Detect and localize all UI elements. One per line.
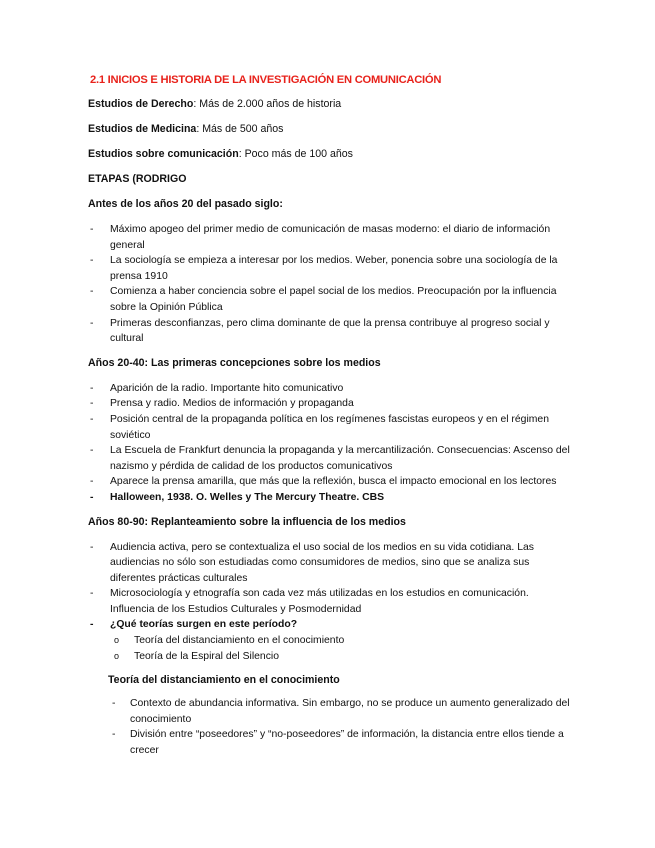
theory-item	[110, 649, 575, 665]
subsection-list	[108, 696, 575, 758]
circle-bullet: o	[114, 635, 120, 646]
dash-bullet: -	[90, 255, 94, 267]
list-item-text: Posición central de la propaganda política en los regímenes fascistas europeos y en el régimen soviético	[110, 413, 549, 441]
list-item	[88, 540, 575, 587]
dash-bullet: -	[90, 382, 94, 394]
subsection-heading: Teoría del distanciamiento en el conocimiento	[108, 674, 340, 687]
list-item-text: Audiencia activa, pero se contextualiza el uso social de los medios en su vida cotidiana. Las audiencias no sólo son estudiadas como consumidores de medios, sino que se analiza sus diferentes prácticas culturales	[110, 541, 534, 584]
list-item-question	[88, 617, 575, 664]
list-item	[88, 586, 575, 617]
list-item-text: Prensa y radio. Medios de información y propaganda	[110, 398, 354, 410]
section-heading-20-40: Años 20-40: Las primeras concepciones sobre los medios	[88, 356, 381, 369]
fact-text: : Poco más de 100 años	[238, 148, 353, 160]
list-item-text: Microsociología y etnografía son cada vez más utilizadas en los estudios en comunicación. Influencia de los Estudios Culturales y Posmodernidad	[110, 588, 529, 615]
list-item-text: Aparece la prensa amarilla, que más que la reflexión, busca el impacto emocional en los lectores	[110, 476, 557, 488]
dash-bullet: -	[90, 491, 94, 503]
dash-bullet: -	[90, 476, 94, 488]
theory-item-text: Teoría de la Espiral del Silencio	[134, 650, 279, 662]
fact-text: : Más de 500 años	[196, 123, 284, 135]
list-item	[88, 316, 575, 347]
section-heading-pre-20s: Antes de los años 20 del pasado siglo:	[88, 198, 283, 210]
etapas-heading: ETAPAS (RODRIGO	[88, 173, 187, 185]
list-item-text: Primeras desconfianzas, pero clima dominante de que la prensa contribuye al progreso social y cultural	[110, 317, 550, 345]
section-title: 2.1 INICIOS E HISTORIA DE LA INVESTIGACIÓN EN COMUNICACIÓN	[90, 74, 442, 86]
bullet-list-80-90	[88, 540, 575, 665]
list-item-text: Contexto de abundancia informativa. Sin embargo, no se produce un aumento generalizado del conocimiento	[130, 698, 570, 725]
list-item-bold	[88, 490, 575, 506]
dash-bullet: -	[90, 588, 94, 600]
dash-bullet: -	[90, 445, 94, 457]
fact-derecho	[88, 97, 575, 112]
list-item	[88, 412, 575, 443]
list-item	[88, 443, 575, 474]
list-item-text: ¿Qué teorías surgen en este período?	[110, 619, 298, 631]
bullet-list-20-40	[88, 381, 575, 506]
list-item	[108, 696, 575, 727]
list-item-text: Aparición de la radio. Importante hito comunicativo	[110, 382, 344, 394]
list-item	[88, 284, 575, 315]
list-item-text: División entre “poseedores” y “no-poseedores” de información, la distancia entre ellos tiende a crecer	[130, 729, 564, 757]
list-item	[108, 727, 575, 758]
section-heading-80-90: Años 80-90: Replanteamiento sobre la influencia de los medios	[88, 515, 406, 528]
list-item-text: Comienza a haber conciencia sobre el papel social de los medios. Preocupación por la influencia sobre la Opinión Pública	[110, 286, 557, 313]
fact-text: : Más de 2.000 años de historia	[193, 98, 342, 110]
theory-item-text: Teoría del distanciamiento en el conocimiento	[134, 635, 345, 647]
subsection-distanciamiento	[88, 673, 575, 758]
dash-bullet: -	[90, 541, 94, 553]
list-item-text: La sociología se empieza a interesar por los medios. Weber, ponencia sobre una sociología de la prensa 1910	[110, 255, 558, 282]
list-item-text: La Escuela de Frankfurt denuncia la propaganda y la mercantilización. Consecuencias: Ascenso del nazismo y pérdida de calidad de los productos comunicativos	[110, 445, 570, 472]
fact-comunicacion	[88, 147, 575, 162]
fact-medicina	[88, 122, 575, 137]
dash-bullet: -	[90, 224, 94, 235]
list-item	[88, 222, 575, 253]
list-item-text: Máximo apogeo del primer medio de comunicación de masas moderno: el diario de información general	[110, 224, 551, 251]
bullet-list-pre-20s	[88, 222, 575, 347]
circle-bullet: o	[114, 650, 120, 661]
theory-list	[110, 633, 575, 664]
list-item	[88, 474, 575, 490]
theory-item	[110, 633, 575, 649]
fact-label: Estudios de Medicina	[88, 123, 197, 135]
dash-bullet: -	[112, 698, 116, 710]
list-item-text: Halloween, 1938. O. Welles y The Mercury Theatre. CBS	[110, 491, 385, 503]
list-item	[88, 381, 575, 397]
list-item	[88, 396, 575, 412]
fact-label: Estudios sobre comunicación	[88, 148, 239, 160]
dash-bullet: -	[90, 317, 94, 329]
list-item	[88, 253, 575, 284]
dash-bullet: -	[90, 398, 94, 410]
dash-bullet: -	[90, 619, 94, 631]
dash-bullet: -	[112, 729, 116, 741]
dash-bullet: -	[90, 413, 94, 425]
fact-label: Estudios de Derecho	[88, 98, 194, 110]
dash-bullet: -	[90, 286, 94, 298]
